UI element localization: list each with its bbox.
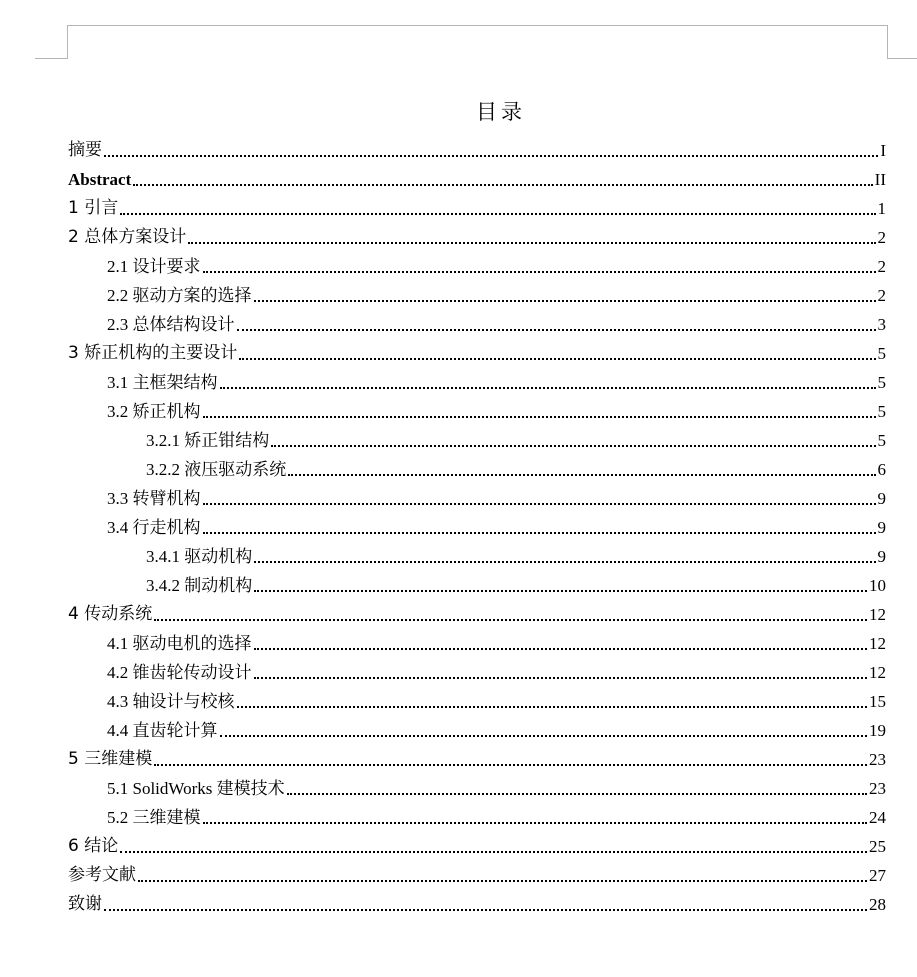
toc-entry[interactable] [68, 484, 886, 513]
toc-entry-page-number: 12 [869, 605, 886, 624]
toc-dot-leader [203, 822, 868, 824]
toc-dot-leader [154, 764, 867, 766]
toc-dot-leader [133, 184, 872, 186]
toc-dot-leader [120, 213, 875, 215]
toc-dot-leader [254, 648, 868, 650]
toc-dot-leader [188, 242, 875, 244]
toc-entry-label: 3 矫正机构的主要设计 [68, 343, 238, 363]
toc-entry-page-number: II [874, 170, 886, 189]
toc-dot-leader [254, 300, 876, 302]
toc-entry[interactable] [68, 687, 886, 716]
toc-entry-label: 1 引言 [68, 198, 119, 218]
toc-entry[interactable] [68, 774, 886, 803]
toc-dot-leader [203, 271, 876, 273]
toc-entry-label: 6 结论 [68, 836, 119, 856]
toc-entry-page-number: 19 [869, 721, 886, 740]
toc-entry[interactable] [68, 310, 886, 339]
toc-dot-leader [220, 735, 868, 737]
toc-entry[interactable] [68, 629, 886, 658]
toc-entry[interactable] [68, 571, 886, 600]
toc-dot-leader [154, 619, 867, 621]
toc-dot-leader [239, 358, 875, 360]
toc-entry[interactable] [68, 281, 886, 310]
toc-entry-page-number: I [880, 141, 886, 160]
toc-entry-page-number: 24 [869, 808, 886, 827]
toc-entry-page-number: 5 [877, 344, 886, 363]
toc-entry-page-number: 2 [877, 257, 886, 276]
toc-entry[interactable] [68, 426, 886, 455]
toc-dot-leader [254, 590, 867, 592]
toc-entry-page-number: 9 [877, 489, 886, 508]
toc-entry[interactable] [68, 832, 886, 861]
toc-entry[interactable] [68, 542, 886, 571]
toc-dot-leader [220, 387, 876, 389]
toc-dot-leader [120, 851, 867, 853]
toc-entry-page-number: 12 [869, 663, 886, 682]
page-top-border [67, 25, 887, 26]
toc-entry-page-number: 23 [869, 779, 886, 798]
toc-dot-leader [254, 561, 875, 563]
toc-dot-leader [237, 329, 876, 331]
toc-entry-page-number: 9 [877, 547, 886, 566]
page-corner-mark-top-right [887, 25, 917, 59]
toc-dot-leader [104, 155, 878, 157]
toc-entry[interactable] [68, 890, 886, 919]
toc-entry-label: 2 总体方案设计 [68, 227, 187, 247]
toc-entry[interactable] [68, 658, 886, 687]
toc-entry-label: 4.4 直齿轮计算 [107, 721, 218, 740]
toc-entry-label: 4.2 锥齿轮传动设计 [107, 663, 252, 682]
toc-entry-page-number: 25 [869, 837, 886, 856]
toc-entry-page-number: 10 [869, 576, 886, 595]
toc-entry-label: 4.1 驱动电机的选择 [107, 634, 252, 653]
toc-entry[interactable] [68, 368, 886, 397]
toc-entry[interactable] [68, 513, 886, 542]
toc-entry-label: 3.2.2 液压驱动系统 [146, 460, 287, 479]
toc-entry-label: 2.2 驱动方案的选择 [107, 286, 252, 305]
toc-entry-page-number: 2 [877, 286, 886, 305]
toc-entry-label: 3.4 行走机构 [107, 518, 201, 537]
toc-entry-page-number: 28 [869, 895, 886, 914]
toc-dot-leader [104, 909, 867, 911]
toc-entry-page-number: 5 [877, 402, 886, 421]
toc-entry-page-number: 3 [877, 315, 886, 334]
toc-entry-label: 5.2 三维建模 [107, 808, 201, 827]
toc-entry[interactable] [68, 223, 886, 252]
toc-entry-label: 5 三维建模 [68, 749, 153, 769]
toc-entry[interactable] [68, 165, 886, 194]
toc-entry-page-number: 12 [869, 634, 886, 653]
toc-dot-leader [287, 793, 867, 795]
toc-entry[interactable] [68, 194, 886, 223]
toc-entry-label: 3.2.1 矫正钳结构 [146, 431, 270, 450]
toc-dot-leader [138, 880, 867, 882]
toc-dot-leader [271, 445, 875, 447]
toc-entry-page-number: 1 [877, 199, 886, 218]
toc-entry-page-number: 5 [877, 431, 886, 450]
table-of-contents [68, 136, 886, 919]
toc-entry[interactable] [68, 803, 886, 832]
toc-dot-leader [203, 416, 876, 418]
toc-entry-label: 3.2 矫正机构 [107, 402, 201, 421]
toc-entry-label: 摘要 [68, 140, 102, 160]
toc-entry-label: 4 传动系统 [68, 604, 153, 624]
toc-entry-page-number: 15 [869, 692, 886, 711]
toc-entry-page-number: 5 [877, 373, 886, 392]
toc-entry-label: 5.1 SolidWorks 建模技术 [107, 779, 285, 798]
toc-dot-leader [203, 503, 876, 505]
toc-dot-leader [254, 677, 868, 679]
toc-entry[interactable] [68, 252, 886, 281]
toc-entry[interactable] [68, 745, 886, 774]
toc-entry-page-number: 6 [877, 460, 886, 479]
toc-entry[interactable] [68, 600, 886, 629]
toc-entry-label: 2.1 设计要求 [107, 257, 201, 276]
toc-entry[interactable] [68, 455, 886, 484]
toc-entry-label: 参考文献 [68, 865, 136, 885]
toc-entry-label: 3.1 主框架结构 [107, 373, 218, 392]
toc-entry-label: 4.3 轴设计与校核 [107, 692, 235, 711]
toc-entry-page-number: 9 [877, 518, 886, 537]
page-corner-mark-top-left [35, 25, 68, 59]
toc-entry[interactable] [68, 339, 886, 368]
toc-entry[interactable] [68, 136, 886, 165]
toc-entry[interactable] [68, 861, 886, 890]
toc-entry-label: 3.4.1 驱动机构 [146, 547, 253, 566]
toc-dot-leader [237, 706, 868, 708]
toc-entry-label: 致谢 [68, 894, 102, 914]
toc-dot-leader [203, 532, 876, 534]
toc-entry-page-number: 2 [877, 228, 886, 247]
toc-entry[interactable] [68, 397, 886, 426]
toc-entry-label: 2.3 总体结构设计 [107, 315, 235, 334]
toc-entry-label: 3.4.2 制动机构 [146, 576, 253, 595]
toc-entry-page-number: 23 [869, 750, 886, 769]
toc-entry[interactable] [68, 716, 886, 745]
toc-title: 目录 [476, 100, 526, 124]
toc-entry-page-number: 27 [869, 866, 886, 885]
toc-dot-leader [288, 474, 875, 476]
toc-entry-label: Abstract [68, 170, 132, 189]
toc-entry-label: 3.3 转臂机构 [107, 489, 201, 508]
